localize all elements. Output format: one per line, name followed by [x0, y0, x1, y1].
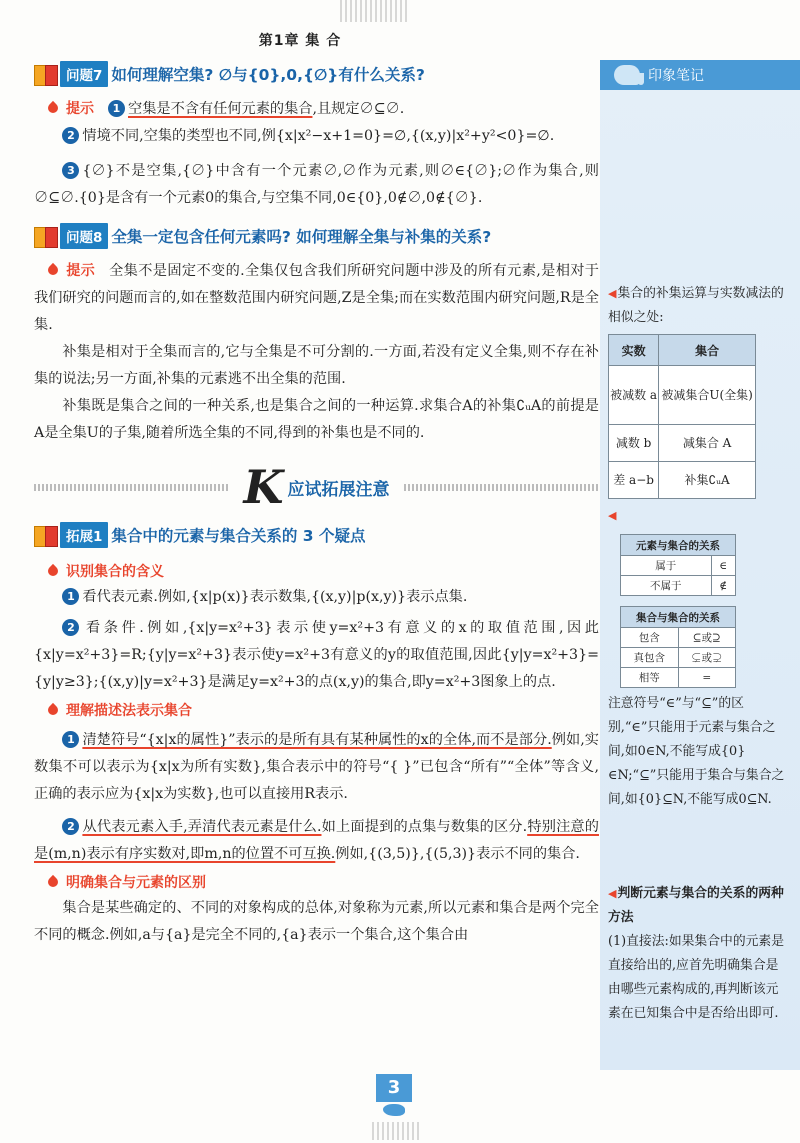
- number-badge: 1: [62, 731, 79, 748]
- banner-title: 应试拓展注意: [287, 479, 390, 500]
- paragraph-text: ,且规定∅⊆∅.: [312, 101, 405, 117]
- sidebar-note: 注意符号“∈”与“⊆”的区别,“∈”只能用于元素与集合之间,如0∈N,不能写成{0}∈N;“⊆”只能用于集合与集合之间,如{0}⊆N,不能写成0⊆N.: [608, 696, 785, 807]
- table-cell: 被减数 a: [609, 366, 659, 425]
- chapter-header: 第1章 集 合: [258, 33, 342, 49]
- dotted-rule: [34, 484, 230, 491]
- note-text: 集合的补集运算与实数减法的相似之处:: [608, 286, 784, 325]
- number-badge: 2: [62, 619, 79, 636]
- banner-letter: K: [243, 460, 284, 514]
- table-row: [609, 425, 756, 462]
- paragraph-text: 看条件.例如,{x|y=x²+3}表示使y=x²+3有意义的x的取值范围,因此{x|y=x²+3}=R;{y|y=x²+3}表示使y=x²+3有意义的y的取值范围,因此{y|y=x²+3}={y|y≥3};{(x,y)|y=x²+3}是满足y=x²+3的点(x,y)的集合,即y=x²+3图象上的点.: [34, 620, 599, 690]
- book-icon: [34, 225, 58, 247]
- table-cell: 真包含: [621, 648, 679, 668]
- paragraph-text: 例如,{(3,5)},{(5,3)}表示不同的集合.: [335, 846, 580, 862]
- page-number: 3: [376, 1074, 412, 1102]
- sub-heading: [48, 696, 599, 723]
- table-row: [621, 576, 736, 596]
- dotted-rule: [404, 484, 600, 491]
- underlined-text: 清楚符号“{x|x的属性}”表示的是所有具有某种属性的x的全体,而不是部分.: [82, 732, 552, 748]
- paragraph: [34, 615, 599, 696]
- table-cell: ⊊或⊋: [678, 648, 736, 668]
- paragraph-text: 如上面提到的点集与数集的区分.: [321, 819, 528, 835]
- section-banner: [34, 461, 599, 513]
- question-7-heading: [34, 60, 599, 88]
- elephant-icon: [614, 65, 640, 85]
- question-label: 问题8: [60, 223, 108, 249]
- paragraph: 补集既是集合之间的一种关系,也是集合之间的一种运算.求集合A的补集∁ᵤA的前提是A是全集U的子集,随着所选全集的不同,得到的补集也是不同的.: [34, 398, 599, 441]
- sidebar-note: [608, 882, 788, 1026]
- book-icon: [34, 524, 58, 546]
- paragraph-text: 情境不同,空集的类型也不同,例{x|x²−x+1=0}=∅,{(x,y)|x²+y²<0}=∅.: [82, 128, 555, 144]
- table-cell: =: [678, 668, 736, 688]
- question-title: 全集一定包含任何元素吗? 如何理解全集与补集的关系?: [111, 228, 492, 246]
- paragraph: 集合是某些确定的、不同的对象构成的总体,对象称为元素,所以元素和集合是两个完全不同的概念.例如,a与{a}是完全不同的,{a}表示一个集合,这个集合由: [34, 900, 599, 943]
- arrow-left-icon: ◀: [608, 887, 617, 900]
- table-cell: 相等: [621, 668, 679, 688]
- main-content: [34, 60, 599, 949]
- hint-line: [48, 96, 599, 123]
- table-cell: ⊆或⊇: [678, 628, 736, 648]
- table-cell: 包含: [621, 628, 679, 648]
- arrow-left-icon: ◀: [608, 509, 617, 522]
- question-8-heading: [34, 222, 599, 250]
- table-cell: 补集∁ᵤA: [659, 462, 756, 499]
- table-cell: 减数 b: [609, 425, 659, 462]
- table-header-cell: 元素与集合的关系: [621, 535, 736, 556]
- table-cell: 减集合 A: [659, 425, 756, 462]
- extension-1-heading: [34, 521, 599, 549]
- table-cell: 被减集合U(全集): [659, 366, 756, 425]
- sidebar-title: 印象笔记: [648, 68, 704, 84]
- paragraph: [34, 584, 599, 611]
- table-row: [609, 366, 756, 425]
- note-title: [608, 882, 788, 930]
- paragraph-text: 例如,实数集不可以表示为{x|x为所有实数},集合表示中的符号“{ }”已包含“所有”“全体”等含义,正确的表示应为{x|x为实数},也可以直接用R表示.: [34, 732, 599, 802]
- sidebar-note-marker: [608, 504, 788, 528]
- sidebar-header: [600, 60, 800, 90]
- table-header-row: [609, 335, 756, 366]
- book-icon: [34, 63, 58, 85]
- table-row: [609, 462, 756, 499]
- sub-heading-text: 识别集合的含义: [66, 563, 164, 580]
- extension-title: 集合中的元素与集合关系的 3 个疑点: [111, 527, 366, 545]
- question-label: 问题7: [60, 61, 108, 87]
- sub-heading: [48, 868, 599, 895]
- table-cell: 属于: [621, 556, 712, 576]
- number-badge: 3: [62, 162, 79, 179]
- paragraph: [34, 258, 599, 339]
- note-title-text: 判断元素与集合的关系的两种方法: [608, 886, 784, 925]
- comparison-table: [608, 334, 756, 499]
- hint-drop-icon: [46, 702, 60, 716]
- table-row: [621, 556, 736, 576]
- hint-drop-icon: [46, 263, 60, 277]
- table-cell: 差 a−b: [609, 462, 659, 499]
- hint-drop-icon: [46, 101, 60, 115]
- number-badge: 1: [108, 100, 125, 117]
- paragraph-text: {∅}不是空集,{∅}中含有一个元素∅,∅作为元素,则∅∈{∅};∅作为集合,则∅⊆∅.{0}是含有一个元素0的集合,与空集不同,0∈{0},0∉∅,0∉{∅}.: [34, 163, 599, 206]
- hint-drop-icon: [46, 563, 60, 577]
- question-title: 如何理解空集? ∅与{0},0,{∅}有什么关系?: [111, 66, 425, 84]
- element-set-table: [620, 534, 736, 596]
- sub-heading-text: 理解描述法表示集合: [66, 702, 192, 719]
- table-row: [621, 668, 736, 688]
- paragraph-text: 看代表元素.例如,{x|p(x)}表示数集,{(x,y)|p(x,y)}表示点集.: [82, 589, 468, 605]
- table-header-cell: 集合与集合的关系: [621, 607, 736, 628]
- set-set-table: [620, 606, 736, 688]
- table-cell: ∈: [711, 556, 735, 576]
- hint-label: 提示: [66, 263, 96, 279]
- hint-drop-icon: [46, 874, 60, 888]
- decorative-dots: [340, 0, 410, 22]
- table-row: [621, 628, 736, 648]
- table-cell: ∉: [711, 576, 735, 596]
- number-badge: 1: [62, 588, 79, 605]
- extension-label: 拓展1: [60, 522, 108, 548]
- table-row: [621, 648, 736, 668]
- sidebar-notes: [600, 60, 800, 1070]
- paragraph-text: 全集不是固定不变的.全集仅包含我们所研究问题中涉及的所有元素,是相对于我们研究的问题而言的,如在整数范围内研究问题,Z是全集;而在实数范围内研究问题,R是全集.: [34, 263, 599, 333]
- underlined-text: 特别注意的是(m,n)表示有序实数对,即m,n的位置不可互换.: [34, 819, 599, 862]
- sidebar-note: [608, 282, 788, 330]
- number-badge: 2: [62, 818, 79, 835]
- decorative-dots: [372, 1122, 422, 1140]
- number-badge: 2: [62, 127, 79, 144]
- paragraph: [34, 158, 599, 212]
- sub-heading: [48, 557, 599, 584]
- table-header-cell: 实数: [609, 335, 659, 366]
- table-header-cell: 集合: [659, 335, 756, 366]
- bird-icon: [383, 1104, 405, 1116]
- note-text: (1)直接法:如果集合中的元素是直接给出的,应首先明确集合是由哪些元素构成的,再判断该元素在已知集合中是否给出即可.: [608, 934, 785, 1021]
- underlined-text: 从代表元素入手,弄清代表元素是什么.: [82, 819, 322, 835]
- paragraph: 补集是相对于全集而言的,它与全集是不可分割的.一方面,若没有定义全集,则不存在补集的说法;另一方面,补集的元素逃不出全集的范围.: [34, 344, 599, 387]
- paragraph: [34, 814, 599, 868]
- paragraph: [34, 123, 599, 150]
- hint-label: 提示: [66, 101, 94, 117]
- paragraph: [34, 727, 599, 808]
- underlined-text: 空集是不含有任何元素的集合: [128, 101, 313, 117]
- table-cell: 不属于: [621, 576, 712, 596]
- sub-heading-text: 明确集合与元素的区别: [66, 874, 206, 891]
- arrow-left-icon: ◀: [608, 287, 617, 300]
